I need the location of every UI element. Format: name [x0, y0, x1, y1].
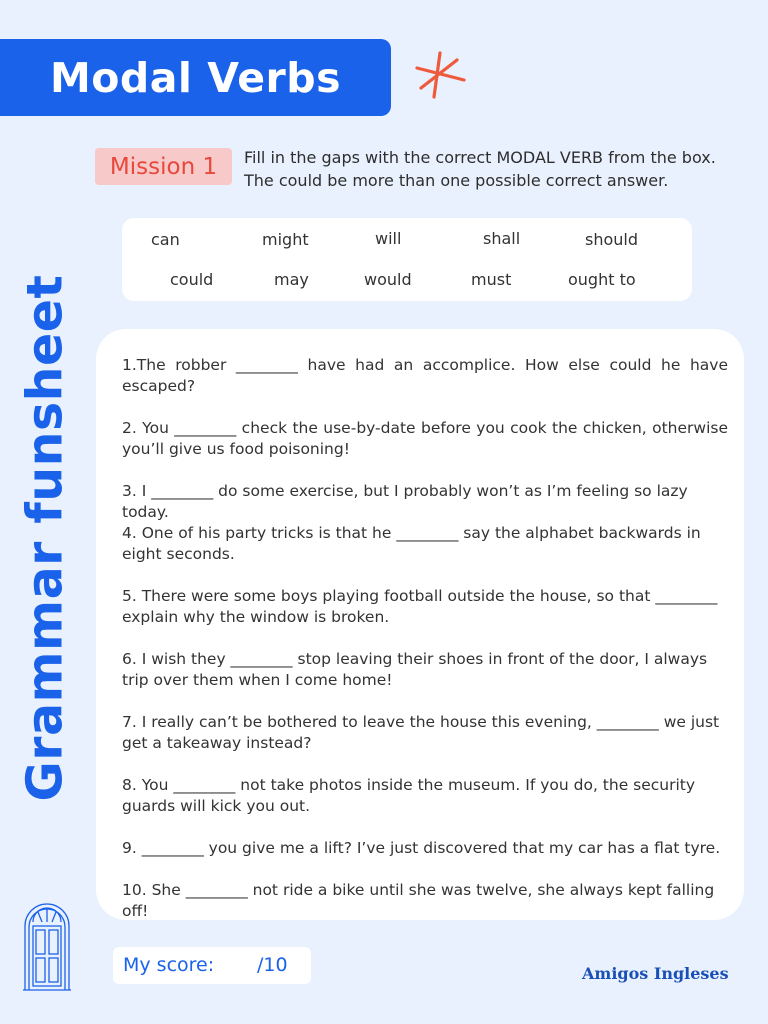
question-item: 8. You ________ not take photos inside the museum. If you do, the security guards will kick you out.	[122, 776, 696, 815]
question-item: 6. I wish they ________ stop leaving their shoes in front of the door, I always trip over them when I come home!	[122, 650, 708, 689]
modal-verb-box	[122, 218, 692, 301]
question-item: 10. She ________ not ride a bike until she was twelve, she always kept falling off!	[122, 881, 715, 920]
asterisk-star-icon	[412, 50, 468, 100]
score-total: /10	[257, 954, 288, 976]
door-icon	[21, 900, 73, 992]
word-option: must	[471, 270, 512, 289]
instruction-line-2: The could be more than one possible correct answer.	[244, 171, 669, 190]
question-item: 4. One of his party tricks is that he ________ say the alphabet backwards in eight seconds.	[122, 524, 701, 563]
word-option: might	[262, 230, 309, 249]
score-label: My score:	[123, 954, 215, 976]
word-option: should	[585, 230, 639, 249]
brand-logo-text: Amigos Ingleses	[582, 964, 729, 983]
word-option: ought to	[568, 270, 636, 289]
instructions	[244, 146, 754, 192]
question-item: 1.The robber ________ have had an accomplice. How else could he have escaped?	[122, 356, 728, 395]
word-option: would	[364, 270, 412, 289]
question-item: 2. You ________ check the use-by-date before you cook the chicken, otherwise you’ll give us food poisoning!	[122, 419, 728, 458]
mission-tag	[95, 148, 232, 185]
word-option: may	[274, 270, 309, 289]
question-item: 7. I really can’t be bothered to leave the house this evening, ________ we just get a takeaway instead?	[122, 713, 720, 752]
question-item: 9. ________ you give me a lift? I’ve just discovered that my car has a flat tyre.	[122, 839, 721, 857]
question-item: 3. I ________ do some exercise, but I probably won’t as I’m feeling so lazy today.	[122, 482, 688, 521]
word-option: could	[170, 270, 214, 289]
word-option: shall	[483, 229, 521, 248]
side-title: Grammar funsheet	[16, 274, 74, 802]
score-box	[113, 947, 311, 984]
title-banner	[0, 39, 391, 116]
word-option: will	[375, 229, 402, 248]
page-title: Modal Verbs	[49, 53, 342, 102]
mission-label: Mission 1	[109, 153, 218, 180]
word-option: can	[151, 230, 180, 249]
instruction-line-1: Fill in the gaps with the correct MODAL VERB from the box.	[244, 148, 716, 167]
questions-box	[96, 329, 744, 920]
question-item: 5. There were some boys playing football outside the house, so that ________ explain why the window is broken.	[122, 587, 718, 626]
